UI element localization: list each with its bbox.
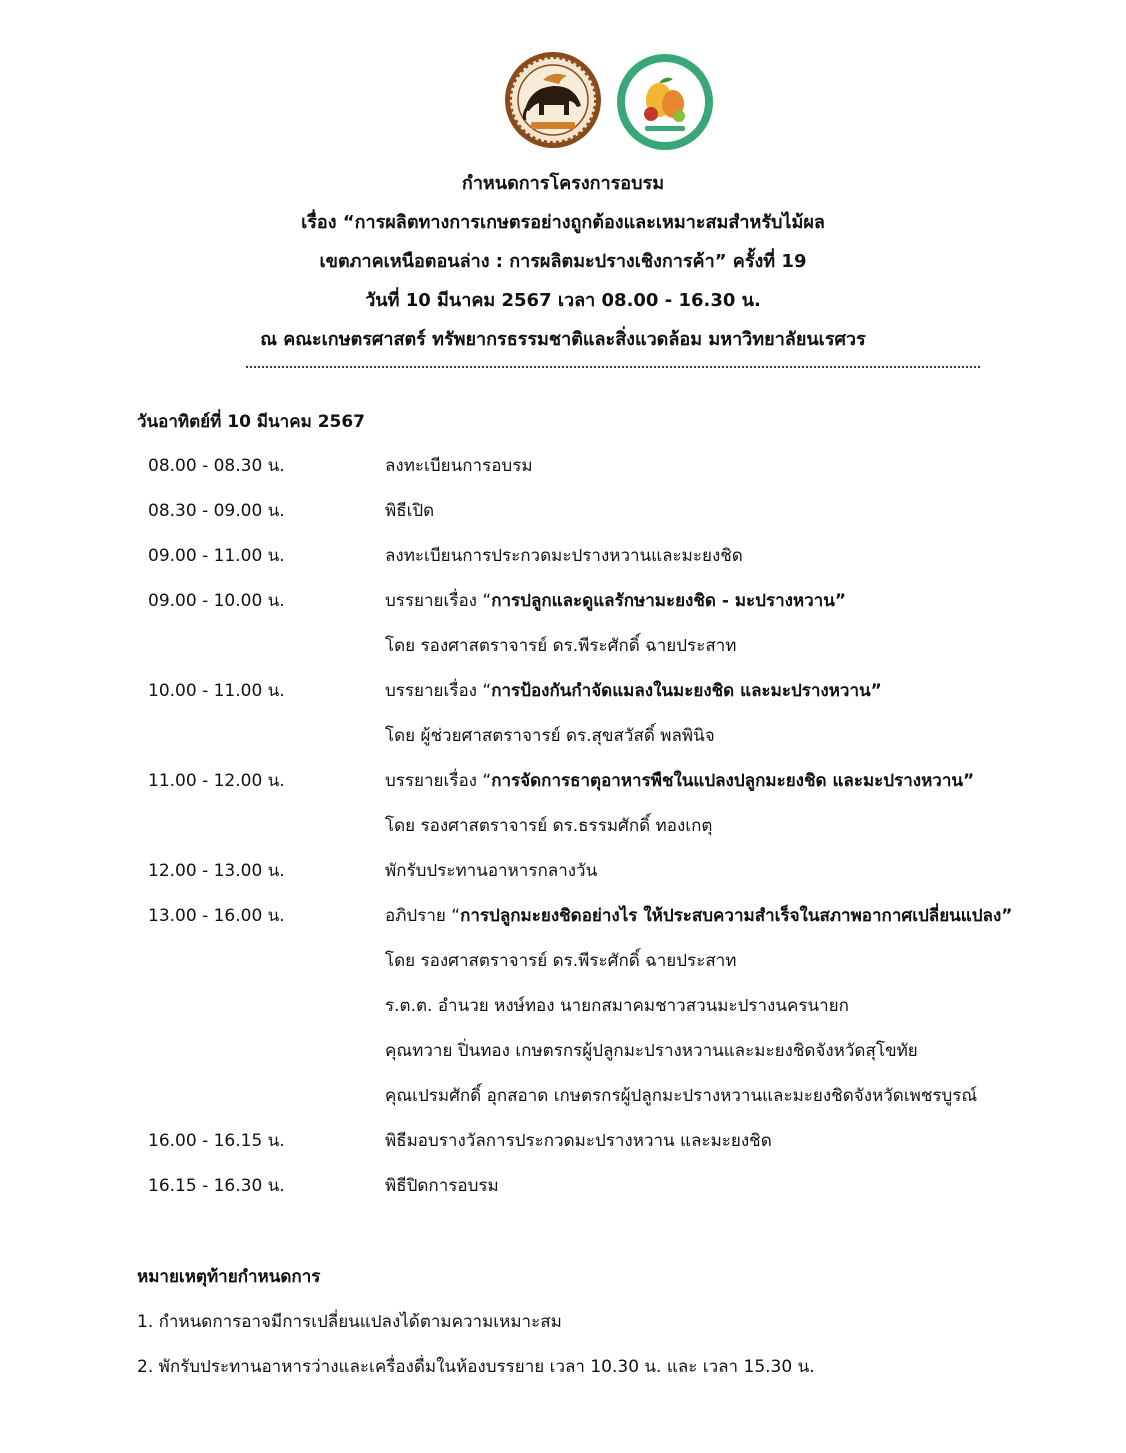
schedule-desc <box>385 765 1105 797</box>
schedule-desc: พักรับประทานอาหารกลางวัน <box>385 861 598 881</box>
schedule-desc: พิธีมอบรางวัลการประกวดมะปรางหวาน และมะยงชิด <box>385 1131 772 1151</box>
schedule-time: 08.30 - 09.00 น. <box>148 501 285 521</box>
schedule-desc: พิธีเปิด <box>385 501 435 521</box>
schedule-desc <box>385 675 1105 707</box>
lecture-prefix: บรรยายเรื่อง “ <box>385 681 492 701</box>
panel-topic: การปลูกมะยงชิดอย่างไร ให้ประสบความสำเร็จในสภาพอากาศเปลี่ยนแปลง” <box>460 906 1013 926</box>
schedule-time: 12.00 - 13.00 น. <box>148 861 285 881</box>
panel-prefix: อภิปราย “ <box>385 906 461 926</box>
header-subject-line2: เขตภาคเหนือตอนล่าง : การผลิตมะปรางเชิงการค้า” ครั้งที่ 19 <box>319 251 807 272</box>
schedule-time: 09.00 - 10.00 น. <box>148 591 285 611</box>
schedule-row <box>0 540 1126 585</box>
schedule-desc: ลงทะเบียนการอบรม <box>385 456 533 476</box>
schedule-desc <box>385 900 1105 932</box>
lecture-topic: การป้องกันกำจัดแมลงในมะยงชิด และมะปรางหวาน” <box>491 681 882 701</box>
notes-title: หมายเหตุท้ายกำหนดการ <box>137 1267 321 1287</box>
lecture-topic: การปลูกและดูแลรักษามะยงชิด - มะปรางหวาน” <box>491 591 847 611</box>
schedule-row <box>0 450 1126 495</box>
schedule-time: 16.15 - 16.30 น. <box>148 1176 285 1196</box>
schedule-time: 09.00 - 11.00 น. <box>148 546 285 566</box>
schedule-time: 16.00 - 16.15 น. <box>148 1131 285 1151</box>
schedule-row <box>0 585 1126 630</box>
schedule-row <box>0 630 1126 675</box>
schedule-row <box>0 900 1126 945</box>
header-date: วันที่ 10 มีนาคม 2567 เวลา 08.00 - 16.30 น. <box>365 290 761 311</box>
schedule-row <box>0 810 1126 855</box>
day-title: วันอาทิตย์ที่ 10 มีนาคม 2567 <box>137 412 366 432</box>
lecture-topic: การจัดการธาตุอาหารพืชในแปลงปลูกมะยงชิด และมะปรางหวาน” <box>491 771 975 791</box>
schedule-row <box>0 1035 1126 1080</box>
schedule-desc: ลงทะเบียนการประกวดมะปรางหวานและมะยงชิด <box>385 546 743 566</box>
fruit-center-emblem-icon <box>615 52 715 152</box>
schedule-row <box>0 855 1126 900</box>
schedule-row <box>0 675 1126 720</box>
schedule-speaker: คุณทวาย ปิ่นทอง เกษตรกรผู้ปลูกมะปรางหวานและมะยงชิดจังหวัดสุโขทัย <box>385 1041 918 1061</box>
schedule-speaker: โดย รองศาสตราจารย์ ดร.พีระศักดิ์ ฉายประสาท <box>385 636 737 656</box>
schedule-row <box>0 1080 1126 1125</box>
schedule-time: 13.00 - 16.00 น. <box>148 906 285 926</box>
lecture-prefix: บรรยายเรื่อง “ <box>385 771 492 791</box>
dotted-divider <box>246 366 980 368</box>
document-header <box>0 164 1126 359</box>
header-subject-line1: เรื่อง “การผลิตทางการเกษตรอย่างถูกต้องและเหมาะสมสำหรับไม้ผล <box>301 212 825 233</box>
schedule-speaker: โดย ผู้ช่วยศาสตราจารย์ ดร.สุขสวัสดิ์ พลพินิจ <box>385 726 715 746</box>
note-item: 2. พักรับประทานอาหารว่างและเครื่องดื่มในห้องบรรยาย เวลา 10.30 น. และ เวลา 15.30 น. <box>137 1357 815 1377</box>
schedule-speaker: โดย รองศาสตราจารย์ ดร.ธรรมศักดิ์ ทองเกตุ <box>385 816 713 836</box>
header-venue: ณ คณะเกษตรศาสตร์ ทรัพยากรธรรมชาติและสิ่งแวดล้อม มหาวิทยาลัยนเรศวร <box>260 329 866 350</box>
schedule-desc: พิธีปิดการอบรม <box>385 1176 499 1196</box>
schedule-row <box>0 765 1126 810</box>
header-title: กำหนดการโครงการอบรม <box>461 173 665 194</box>
schedule-speaker: คุณเปรมศักดิ์ อุกสอาด เกษตรกรผู้ปลูกมะปรางหวานและมะยงชิดจังหวัดเพชรบูรณ์ <box>385 1086 978 1106</box>
schedule-row <box>0 720 1126 765</box>
notes-section <box>137 1262 1097 1382</box>
schedule-list <box>0 450 1126 1215</box>
schedule-row <box>0 945 1126 990</box>
elephant-emblem-icon <box>503 50 603 150</box>
lecture-prefix: บรรยายเรื่อง “ <box>385 591 492 611</box>
schedule-time: 08.00 - 08.30 น. <box>148 456 285 476</box>
schedule-speaker: ร.ต.ต. อำนวย หงษ์ทอง นายกสมาคมชาวสวนมะปรางนครนายก <box>385 996 849 1016</box>
schedule-row <box>0 1125 1126 1170</box>
schedule-time: 11.00 - 12.00 น. <box>148 771 285 791</box>
logo-bar <box>0 50 1126 152</box>
note-item: 1. กำหนดการอาจมีการเปลี่ยนแปลงได้ตามความเหมาะสม <box>137 1312 562 1332</box>
schedule-time: 10.00 - 11.00 น. <box>148 681 285 701</box>
schedule-row <box>0 495 1126 540</box>
schedule-row <box>0 1170 1126 1215</box>
schedule-row <box>0 990 1126 1035</box>
schedule-speaker: โดย รองศาสตราจารย์ ดร.พีระศักดิ์ ฉายประสาท <box>385 951 737 971</box>
schedule-desc <box>385 585 1105 617</box>
